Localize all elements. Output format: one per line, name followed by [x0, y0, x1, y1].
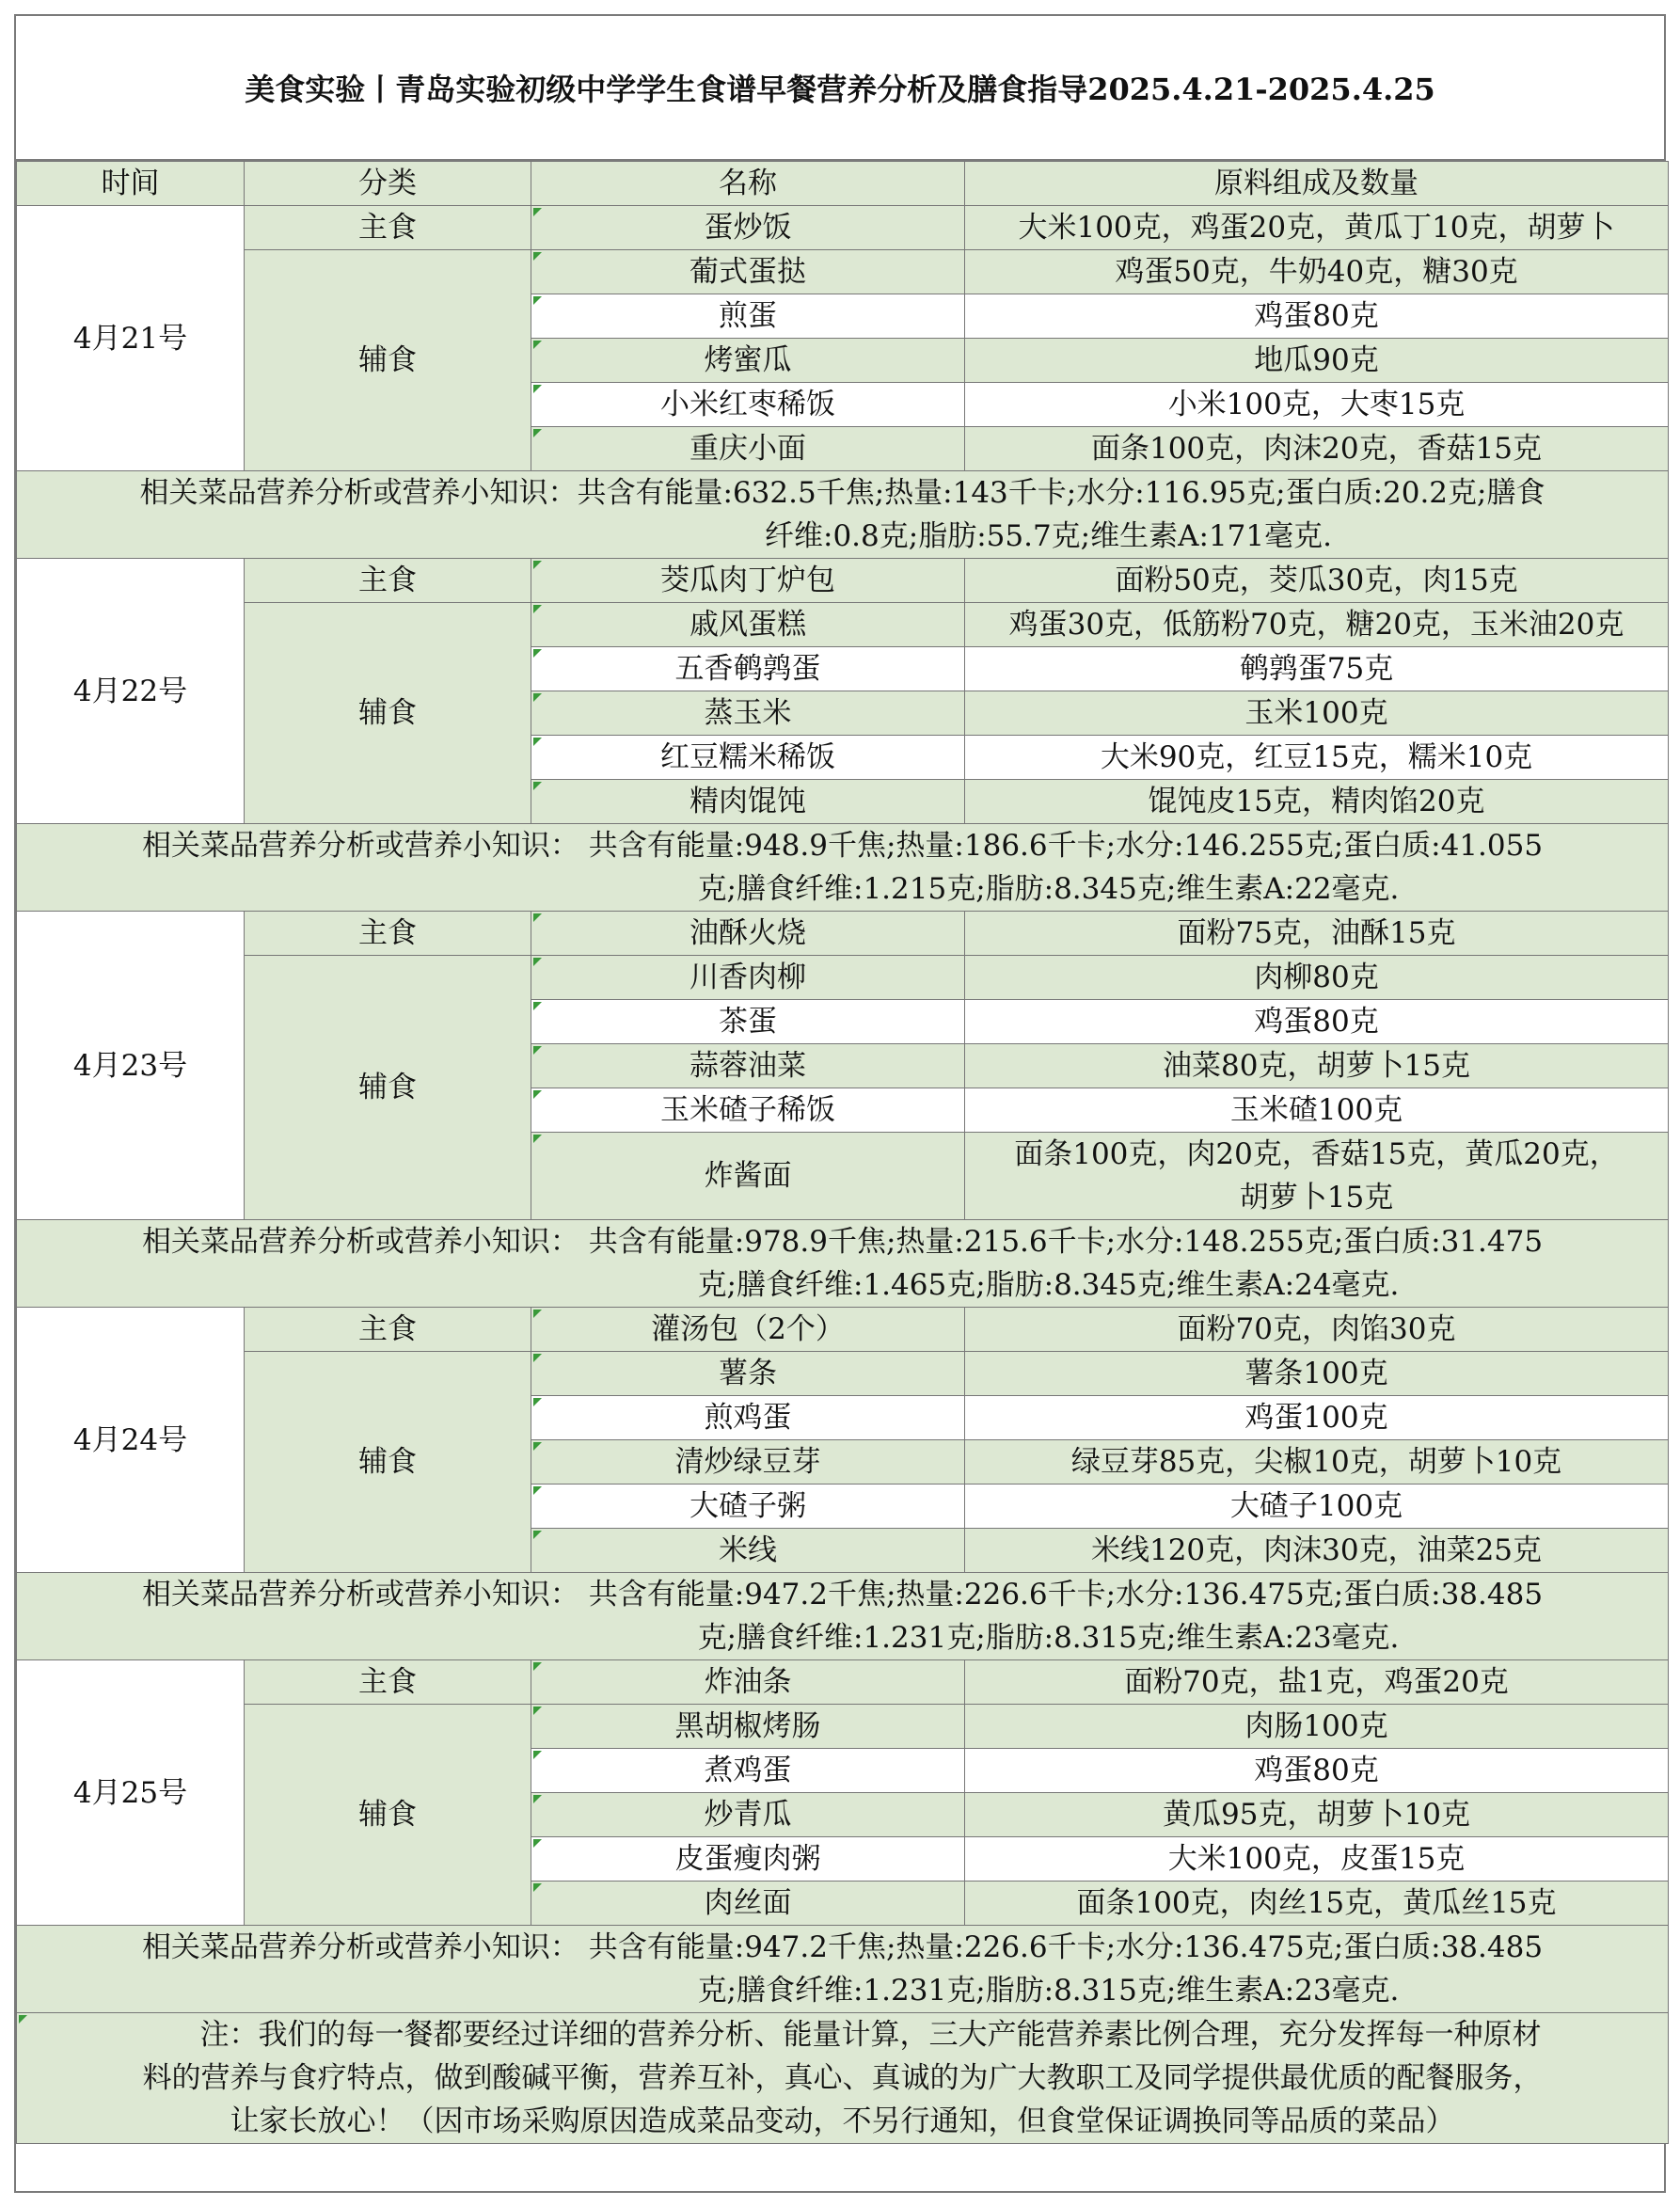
comment-marker-icon	[533, 208, 542, 216]
ingredients-line: 鸡蛋50克，牛奶40克，糖30克	[1115, 255, 1518, 289]
comment-marker-icon	[533, 385, 542, 393]
menu-row	[17, 603, 1669, 647]
comment-marker-icon	[533, 958, 542, 966]
menu-row	[17, 206, 1669, 250]
ingredients-line: 玉米碴100克	[1229, 1093, 1403, 1127]
ingredients-line: 大碴子100克	[1229, 1489, 1403, 1523]
nutrition-line: 相关菜品营养分析或营养小知识： 共含有能量:947.2千焦;热量:226.6千卡;水分:136.475克;蛋白质:38.485	[141, 1578, 1544, 1612]
nutrition-line: 相关菜品营养分析或营养小知识： 共含有能量:947.2千焦;热量:226.6千卡;水分:136.475克;蛋白质:38.485	[141, 1930, 1544, 1964]
menu-row	[17, 1352, 1669, 1396]
dish-name-text: 小米红枣稀饭	[660, 388, 835, 421]
comment-marker-icon	[533, 605, 542, 613]
dish-name	[531, 250, 965, 294]
dish-name	[531, 1133, 965, 1220]
comment-marker-icon	[533, 1662, 542, 1671]
ingredients-line: 大米100克，皮蛋15克	[1167, 1842, 1466, 1876]
dish-ingredients	[965, 1308, 1669, 1352]
dish-ingredients	[965, 1705, 1669, 1749]
comment-marker-icon	[533, 913, 542, 922]
dish-ingredients	[965, 1529, 1669, 1573]
category-side: 辅食	[245, 250, 531, 471]
dish-ingredients	[965, 1396, 1669, 1440]
dish-name	[531, 1308, 965, 1352]
header-name: 名称	[531, 162, 965, 206]
dish-name-text: 精肉馄饨	[689, 785, 806, 818]
dish-ingredients	[965, 427, 1669, 471]
nutrition-line: 相关菜品营养分析或营养小知识：共含有能量:632.5千焦;热量:143千卡;水分:116.95克;蛋白质:20.2克;膳食	[139, 476, 1545, 510]
dish-name	[531, 603, 965, 647]
category-main: 主食	[245, 1660, 531, 1705]
comment-marker-icon	[533, 1531, 542, 1539]
dish-name	[531, 956, 965, 1000]
dish-ingredients	[965, 647, 1669, 691]
dish-name-text: 大碴子粥	[689, 1489, 806, 1523]
comment-marker-icon	[533, 1046, 542, 1055]
dish-ingredients	[965, 1088, 1669, 1133]
ingredients-line: 小米100克，大枣15克	[1167, 388, 1466, 421]
dish-name-text: 蛋炒饭	[704, 211, 792, 245]
dish-ingredients	[965, 250, 1669, 294]
ingredients-line: 大米90克，红豆15克，糯米10克	[1100, 740, 1533, 774]
ingredients-line: 薯条100克	[1244, 1357, 1388, 1390]
note-line: 料的营养与食疗特点，做到酸碱平衡，营养互补，真心、真诚的为广大教职工及同学提供最优质的配餐服务，	[142, 2061, 1543, 2095]
header-ingredients: 原料组成及数量	[965, 162, 1669, 206]
dish-ingredients	[965, 1793, 1669, 1837]
ingredients-line: 面条100克，肉沫20克，香菇15克	[1090, 432, 1543, 466]
nutrition-line: 纤维:0.8克;脂肪:55.7克;维生素A:171毫克.	[765, 519, 1332, 553]
ingredients-line: 面条100克，肉20克，香菇15克，黄瓜20克，	[1014, 1137, 1619, 1171]
dish-ingredients	[965, 912, 1669, 956]
category-main: 主食	[245, 912, 531, 956]
comment-marker-icon	[533, 1795, 542, 1803]
comment-marker-icon	[19, 2015, 27, 2024]
nutrition-row	[17, 471, 1669, 559]
day-date: 4月23号	[17, 912, 245, 1220]
dish-name	[531, 1440, 965, 1485]
menu-row	[17, 912, 1669, 956]
nutrition-analysis	[17, 1220, 1669, 1308]
dish-ingredients	[965, 603, 1669, 647]
dish-name-text: 川香肉柳	[689, 961, 806, 994]
dish-ingredients	[965, 1837, 1669, 1882]
dish-ingredients	[965, 736, 1669, 780]
ingredients-line: 玉米100克	[1244, 696, 1388, 730]
day-date: 4月22号	[17, 559, 245, 824]
day-date: 4月25号	[17, 1660, 245, 1926]
ingredients-line: 肉肠100克	[1244, 1709, 1388, 1743]
menu-row	[17, 1705, 1669, 1749]
header-row	[17, 162, 1669, 206]
nutrition-row	[17, 1573, 1669, 1660]
dish-ingredients	[965, 559, 1669, 603]
comment-marker-icon	[533, 649, 542, 658]
dish-name	[531, 1837, 965, 1882]
nutrition-line: 克;膳食纤维:1.231克;脂肪:8.315克;维生素A:23毫克.	[697, 1974, 1400, 2008]
comment-marker-icon	[533, 1090, 542, 1099]
menu-row	[17, 1308, 1669, 1352]
dish-name	[531, 559, 965, 603]
dish-name	[531, 1485, 965, 1529]
dish-name	[531, 1882, 965, 1926]
comment-marker-icon	[533, 738, 542, 746]
dish-name-text: 烤蜜瓜	[704, 343, 792, 377]
comment-marker-icon	[533, 1310, 542, 1318]
days-body	[17, 206, 1669, 2144]
ingredients-line: 胡萝卜15克	[1239, 1181, 1394, 1215]
menu-sheet	[14, 14, 1666, 2193]
ingredients-line: 面粉70克，盐1克，鸡蛋20克	[1124, 1665, 1509, 1699]
day-date: 4月24号	[17, 1308, 245, 1573]
dish-ingredients	[965, 1440, 1669, 1485]
dish-name	[531, 1396, 965, 1440]
comment-marker-icon	[533, 1486, 542, 1495]
dish-name	[531, 1088, 965, 1133]
ingredients-line: 肉柳80克	[1254, 961, 1379, 994]
comment-marker-icon	[533, 252, 542, 261]
menu-table	[16, 161, 1669, 2144]
note-line: 注：我们的每一餐都要经过详细的营养分析、能量计算，三大产能营养素比例合理，充分发挥每一种原材	[199, 2018, 1542, 2052]
nutrition-line: 克;膳食纤维:1.215克;脂肪:8.345克;维生素A:22毫克.	[697, 872, 1400, 906]
dish-name	[531, 647, 965, 691]
ingredients-line: 面粉75克，油酥15克	[1177, 916, 1456, 950]
dish-name-text: 煎鸡蛋	[704, 1401, 792, 1435]
dish-name-text: 蒜蓉油菜	[689, 1049, 806, 1083]
ingredients-line: 绿豆芽85克，尖椒10克，胡萝卜10克	[1070, 1445, 1562, 1479]
day-date: 4月21号	[17, 206, 245, 471]
dish-ingredients	[965, 1660, 1669, 1705]
comment-marker-icon	[533, 1751, 542, 1759]
dish-ingredients	[965, 294, 1669, 339]
comment-marker-icon	[533, 341, 542, 349]
nutrition-line: 相关菜品营养分析或营养小知识： 共含有能量:948.9千焦;热量:186.6千卡;水分:146.255克;蛋白质:41.055	[141, 829, 1544, 863]
dish-name	[531, 691, 965, 736]
ingredients-line: 面条100克，肉丝15克，黄瓜丝15克	[1076, 1886, 1557, 1920]
category-side: 辅食	[245, 1705, 531, 1926]
comment-marker-icon	[533, 1883, 542, 1892]
nutrition-line: 克;膳食纤维:1.465克;脂肪:8.345克;维生素A:24毫克.	[697, 1268, 1400, 1302]
ingredients-line: 馄饨皮15克，精肉馅20克	[1148, 785, 1485, 818]
category-side: 辅食	[245, 603, 531, 824]
dish-name	[531, 1352, 965, 1396]
ingredients-line: 鸡蛋80克	[1254, 1754, 1379, 1787]
menu-row	[17, 1660, 1669, 1705]
footer-note	[17, 2013, 1669, 2144]
dish-name	[531, 1793, 965, 1837]
dish-ingredients	[965, 1485, 1669, 1529]
dish-name	[531, 1705, 965, 1749]
dish-ingredients	[965, 1352, 1669, 1396]
ingredients-line: 地瓜90克	[1254, 343, 1379, 377]
ingredients-line: 鸡蛋100克	[1244, 1401, 1388, 1435]
ingredients-line: 鸡蛋80克	[1254, 299, 1379, 333]
ingredients-line: 面粉70克，肉馅30克	[1177, 1312, 1456, 1346]
dish-name-text: 炸酱面	[704, 1159, 792, 1193]
comment-marker-icon	[533, 1002, 542, 1010]
dish-name	[531, 383, 965, 427]
dish-name-text: 肉丝面	[704, 1886, 792, 1920]
dish-name-text: 蒸玉米	[704, 696, 792, 730]
dish-ingredients	[965, 956, 1669, 1000]
dish-name-text: 炒青瓜	[704, 1798, 792, 1832]
dish-name-text: 玉米碴子稀饭	[660, 1093, 835, 1127]
comment-marker-icon	[533, 1707, 542, 1715]
dish-name-text: 重庆小面	[689, 432, 806, 466]
dish-name-text: 薯条	[719, 1357, 777, 1390]
ingredients-line: 大米100克，鸡蛋20克，黄瓜丁10克，胡萝卜	[1018, 211, 1615, 245]
dish-name-text: 煮鸡蛋	[704, 1754, 792, 1787]
nutrition-row	[17, 1926, 1669, 2013]
dish-name-text: 红豆糯米稀饭	[660, 740, 835, 774]
comment-marker-icon	[533, 782, 542, 790]
dish-name-text: 黑胡椒烤肠	[674, 1709, 821, 1743]
dish-name	[531, 1000, 965, 1044]
ingredients-line: 面粉50克，茭瓜30克，肉15克	[1115, 564, 1518, 597]
menu-row	[17, 250, 1669, 294]
nutrition-line: 相关菜品营养分析或营养小知识： 共含有能量:978.9千焦;热量:215.6千卡;水分:148.255克;蛋白质:31.475	[141, 1225, 1544, 1259]
dish-name	[531, 339, 965, 383]
dish-ingredients	[965, 691, 1669, 736]
dish-name-text: 茭瓜肉丁炉包	[660, 564, 835, 597]
category-main: 主食	[245, 559, 531, 603]
menu-row	[17, 956, 1669, 1000]
dish-ingredients	[965, 1882, 1669, 1926]
comment-marker-icon	[533, 1135, 542, 1143]
note-line: 让家长放心！（因市场采购原因造成菜品变动，不另行通知，但食堂保证调换同等品质的菜品）	[230, 2104, 1455, 2138]
comment-marker-icon	[533, 1442, 542, 1451]
dish-name-text: 五香鹌鹑蛋	[674, 652, 821, 686]
comment-marker-icon	[533, 693, 542, 702]
comment-marker-icon	[533, 1839, 542, 1848]
dish-name-text: 茶蛋	[719, 1005, 777, 1039]
dish-ingredients	[965, 339, 1669, 383]
dish-name	[531, 912, 965, 956]
dish-name	[531, 780, 965, 824]
dish-ingredients	[965, 1044, 1669, 1088]
dish-name-text: 清炒绿豆芽	[674, 1445, 821, 1479]
category-side: 辅食	[245, 956, 531, 1220]
ingredients-line: 鸡蛋80克	[1254, 1005, 1379, 1039]
nutrition-analysis	[17, 471, 1669, 559]
nutrition-row	[17, 824, 1669, 912]
header-category: 分类	[245, 162, 531, 206]
dish-name-text: 戚风蛋糕	[689, 608, 806, 642]
nutrition-analysis	[17, 1926, 1669, 2013]
dish-name	[531, 736, 965, 780]
dish-name	[531, 294, 965, 339]
dish-ingredients	[965, 206, 1669, 250]
dish-name	[531, 1044, 965, 1088]
nutrition-analysis	[17, 824, 1669, 912]
dish-name-text: 皮蛋瘦肉粥	[674, 1842, 821, 1876]
dish-name-text: 油酥火烧	[689, 916, 806, 950]
header-time: 时间	[17, 162, 245, 206]
comment-marker-icon	[533, 561, 542, 569]
comment-marker-icon	[533, 429, 542, 437]
comment-marker-icon	[533, 1398, 542, 1406]
dish-name-text: 灌汤包（2个）	[651, 1312, 845, 1346]
comment-marker-icon	[533, 296, 542, 305]
nutrition-analysis	[17, 1573, 1669, 1660]
dish-name	[531, 1749, 965, 1793]
page-title: 美食实验丨青岛实验初级中学学生食谱早餐营养分析及膳食指导2025.4.21-2025.4.25	[16, 16, 1664, 161]
category-main: 主食	[245, 206, 531, 250]
dish-ingredients	[965, 1000, 1669, 1044]
dish-ingredients	[965, 383, 1669, 427]
comment-marker-icon	[533, 1354, 542, 1362]
nutrition-line: 克;膳食纤维:1.231克;脂肪:8.315克;维生素A:23毫克.	[697, 1621, 1400, 1655]
dish-name-text: 葡式蛋挞	[689, 255, 806, 289]
dish-name-text: 炸油条	[704, 1665, 792, 1699]
dish-ingredients	[965, 780, 1669, 824]
dish-ingredients	[965, 1133, 1669, 1220]
ingredients-line: 油菜80克，胡萝卜15克	[1163, 1049, 1470, 1083]
category-side: 辅食	[245, 1352, 531, 1573]
dish-name	[531, 206, 965, 250]
nutrition-row	[17, 1220, 1669, 1308]
category-main: 主食	[245, 1308, 531, 1352]
dish-name	[531, 427, 965, 471]
ingredients-line: 鸡蛋30克，低筋粉70克，糖20克，玉米油20克	[1008, 608, 1625, 642]
ingredients-line: 鹌鹑蛋75克	[1239, 652, 1394, 686]
menu-row	[17, 559, 1669, 603]
dish-name	[531, 1660, 965, 1705]
dish-name	[531, 1529, 965, 1573]
dish-ingredients	[965, 1749, 1669, 1793]
dish-name-text: 米线	[719, 1533, 777, 1567]
note-row	[17, 2013, 1669, 2144]
dish-name-text: 煎蛋	[719, 299, 777, 333]
ingredients-line: 黄瓜95克，胡萝卜10克	[1163, 1798, 1470, 1832]
ingredients-line: 米线120克，肉沫30克，油菜25克	[1090, 1533, 1543, 1567]
